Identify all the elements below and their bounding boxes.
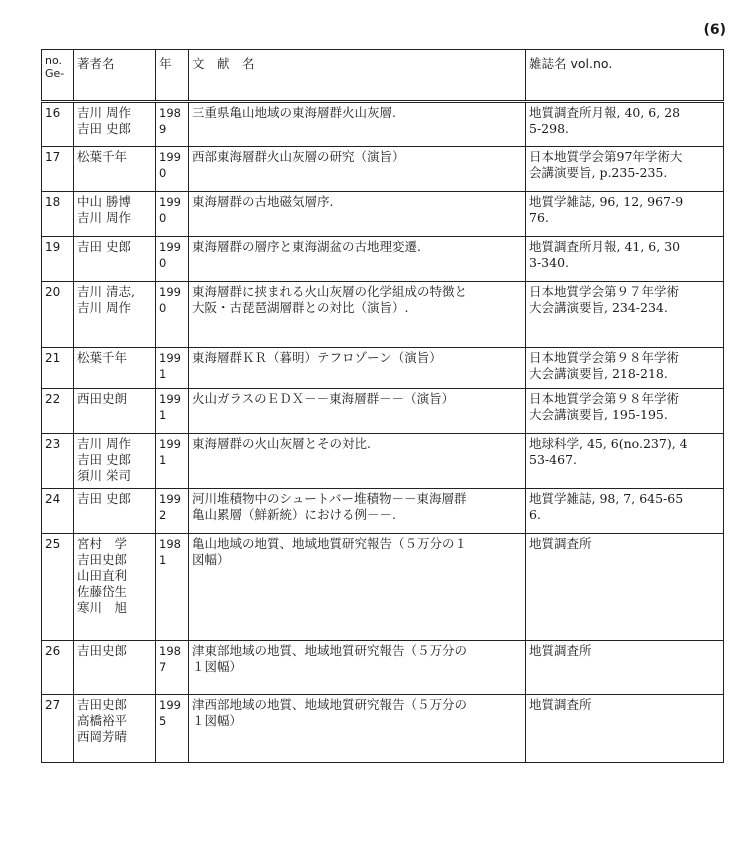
- author-name: 西田史朗: [77, 391, 128, 406]
- table-row: [42, 192, 724, 237]
- ref-year: 1989: [156, 102, 189, 147]
- ref-title: [189, 282, 526, 348]
- ref-title: [189, 348, 526, 389]
- ref-number: 16: [42, 102, 74, 147]
- author-name: 松葉千年: [77, 149, 128, 164]
- ref-number: 23: [42, 434, 74, 489]
- journal-line: 地質調査所月報, 41, 6, 30: [529, 239, 681, 254]
- ref-title: [189, 534, 526, 641]
- title-line: 東海層群の古地磁気層序.: [192, 194, 334, 209]
- author-name: 吉田史郎: [77, 643, 128, 658]
- ref-journal: [526, 147, 724, 192]
- title-line: 津西部地域の地質、地域地質研究報告（５万分の: [192, 697, 468, 712]
- reference-body: [42, 102, 724, 763]
- ref-authors: [74, 534, 156, 641]
- author-name: 吉田 史郎: [77, 121, 131, 136]
- ref-authors: [74, 348, 156, 389]
- journal-line: 大会講演要旨, 234-234.: [529, 300, 668, 315]
- ref-title: [189, 102, 526, 147]
- table-row: [42, 389, 724, 434]
- author-name: 吉田史郎: [77, 697, 128, 712]
- ref-year: 1990: [156, 282, 189, 348]
- journal-line: 地球科学, 45, 6(no.237), 4: [529, 436, 688, 451]
- ref-number: 26: [42, 641, 74, 695]
- ref-number: 17: [42, 147, 74, 192]
- ref-year: 1995: [156, 695, 189, 763]
- title-line: 三重県亀山地域の東海層群火山灰層.: [192, 105, 396, 120]
- reference-table: [41, 49, 724, 763]
- header-no-line-2: Ge-: [45, 67, 65, 80]
- journal-line: 地質調査所: [529, 536, 592, 551]
- journal-line: 地質調査所: [529, 697, 592, 712]
- table-row: [42, 147, 724, 192]
- journal-line: 53-467.: [529, 452, 577, 467]
- table-row: [42, 237, 724, 282]
- author-name: 吉川 周作: [77, 300, 131, 315]
- author-name: 吉川 清志,: [77, 284, 135, 299]
- title-line: １図幅）: [192, 659, 243, 674]
- author-name: 吉川 周作: [77, 210, 131, 225]
- journal-line: 地質調査所月報, 40, 6, 28: [529, 105, 681, 120]
- title-line: 河川堆積物中のシュートバー堆積物－－東海層群: [192, 491, 467, 506]
- author-name: 寒川 旭: [77, 600, 128, 615]
- author-name: 高橋裕平: [77, 713, 128, 728]
- ref-title: [189, 434, 526, 489]
- title-line: １図幅）: [192, 713, 243, 728]
- title-line: 亀山地域の地質、地域地質研究報告（５万分の１: [192, 536, 468, 551]
- table-row: [42, 348, 724, 389]
- ref-journal: [526, 348, 724, 389]
- ref-journal: [526, 389, 724, 434]
- author-name: 吉田 史郎: [77, 491, 131, 506]
- ref-title: [189, 695, 526, 763]
- author-name: 吉田史郎: [77, 552, 128, 567]
- journal-line: 5-298.: [529, 121, 570, 136]
- journal-line: 日本地質学会第97年学術大: [529, 149, 683, 164]
- ref-authors: [74, 389, 156, 434]
- ref-title: [189, 489, 526, 534]
- journal-line: 地質学雑誌, 98, 7, 645-65: [529, 491, 684, 506]
- ref-number: 20: [42, 282, 74, 348]
- author-name: 中山 勝博: [77, 194, 131, 209]
- author-name: 吉川 周作: [77, 105, 131, 120]
- author-name: 吉田 史郎: [77, 452, 131, 467]
- ref-journal: [526, 641, 724, 695]
- ref-title: [189, 192, 526, 237]
- title-line: 津東部地域の地質、地域地質研究報告（５万分の: [192, 643, 468, 658]
- author-name: 吉田 史郎: [77, 239, 131, 254]
- table-row: [42, 282, 724, 348]
- ref-title: [189, 237, 526, 282]
- table-row: [42, 434, 724, 489]
- title-line: 亀山累層（鮮新統）における例－－.: [192, 507, 396, 522]
- ref-authors: [74, 102, 156, 147]
- table-row: [42, 534, 724, 641]
- journal-line: 大会講演要旨, 195-195.: [529, 407, 668, 422]
- journal-line: 会講演要旨, p.235-235.: [529, 165, 668, 180]
- header-no-line-1: no.: [45, 54, 63, 67]
- author-name: 宮村 学: [77, 536, 128, 551]
- author-name: 須川 栄司: [77, 468, 131, 483]
- title-line: 東海層群の層序と東海湖盆の古地理変遷.: [192, 239, 421, 254]
- ref-number: 25: [42, 534, 74, 641]
- ref-journal: [526, 534, 724, 641]
- ref-journal: [526, 434, 724, 489]
- title-line: 火山ガラスのＥＤＸ－－東海層群－－（演旨）: [192, 391, 455, 406]
- ref-number: 18: [42, 192, 74, 237]
- ref-title: [189, 641, 526, 695]
- journal-line: 地質調査所: [529, 643, 592, 658]
- ref-number: 21: [42, 348, 74, 389]
- title-line: 東海層群ＫＲ（暮明）テフロゾーン（演旨）: [192, 350, 442, 365]
- title-line: 東海層群の火山灰層とその対比.: [192, 436, 371, 451]
- ref-authors: [74, 695, 156, 763]
- table-row: [42, 102, 724, 147]
- ref-authors: [74, 237, 156, 282]
- author-name: 松葉千年: [77, 350, 128, 365]
- ref-title: [189, 147, 526, 192]
- ref-authors: [74, 282, 156, 348]
- ref-year: 1991: [156, 434, 189, 489]
- author-name: 山田直利: [77, 568, 128, 583]
- ref-journal: [526, 102, 724, 147]
- author-name: 西岡芳晴: [77, 729, 128, 744]
- author-name: 吉川 周作: [77, 436, 131, 451]
- ref-year: 1990: [156, 237, 189, 282]
- header-authors: 著者名: [74, 50, 156, 102]
- ref-authors: [74, 147, 156, 192]
- journal-line: 76.: [529, 210, 549, 225]
- ref-title: [189, 389, 526, 434]
- journal-line: 6.: [529, 507, 541, 522]
- ref-year: 1991: [156, 389, 189, 434]
- journal-line: 日本地質学会第９８年学術: [529, 391, 680, 406]
- table-row: [42, 489, 724, 534]
- ref-journal: [526, 282, 724, 348]
- ref-year: 1990: [156, 147, 189, 192]
- ref-year: 1990: [156, 192, 189, 237]
- ref-number: 24: [42, 489, 74, 534]
- header-title: 文 献 名: [189, 50, 526, 102]
- ref-year: 1981: [156, 534, 189, 641]
- ref-year: 1987: [156, 641, 189, 695]
- table-row: [42, 641, 724, 695]
- title-line: 西部東海層群火山灰層の研究（演旨）: [192, 149, 405, 164]
- title-line: 図幅）: [192, 552, 230, 567]
- ref-authors: [74, 192, 156, 237]
- header-year: 年: [156, 50, 189, 102]
- ref-authors: [74, 641, 156, 695]
- title-line: 大阪・古琵琶湖層群との対比（演旨）.: [192, 300, 409, 315]
- header-row: [42, 50, 724, 102]
- journal-line: 日本地質学会第９７年学術: [529, 284, 680, 299]
- ref-journal: [526, 237, 724, 282]
- header-no: [42, 50, 74, 102]
- ref-number: 19: [42, 237, 74, 282]
- ref-journal: [526, 695, 724, 763]
- table-row: [42, 695, 724, 763]
- ref-year: 1992: [156, 489, 189, 534]
- ref-authors: [74, 489, 156, 534]
- ref-number: 22: [42, 389, 74, 434]
- ref-journal: [526, 192, 724, 237]
- author-name: 佐藤岱生: [77, 584, 128, 599]
- ref-year: 1991: [156, 348, 189, 389]
- header-journal: 雑誌名 vol.no.: [526, 50, 724, 102]
- journal-line: 大会講演要旨, 218-218.: [529, 366, 668, 381]
- ref-number: 27: [42, 695, 74, 763]
- ref-authors: [74, 434, 156, 489]
- journal-line: 3-340.: [529, 255, 570, 270]
- title-line: 東海層群に挟まれる火山灰層の化学組成の特徴と: [192, 284, 468, 299]
- ref-journal: [526, 489, 724, 534]
- journal-line: 地質学雑誌, 96, 12, 967-9: [529, 194, 684, 209]
- page-number: (6): [703, 22, 726, 38]
- journal-line: 日本地質学会第９８年学術: [529, 350, 680, 365]
